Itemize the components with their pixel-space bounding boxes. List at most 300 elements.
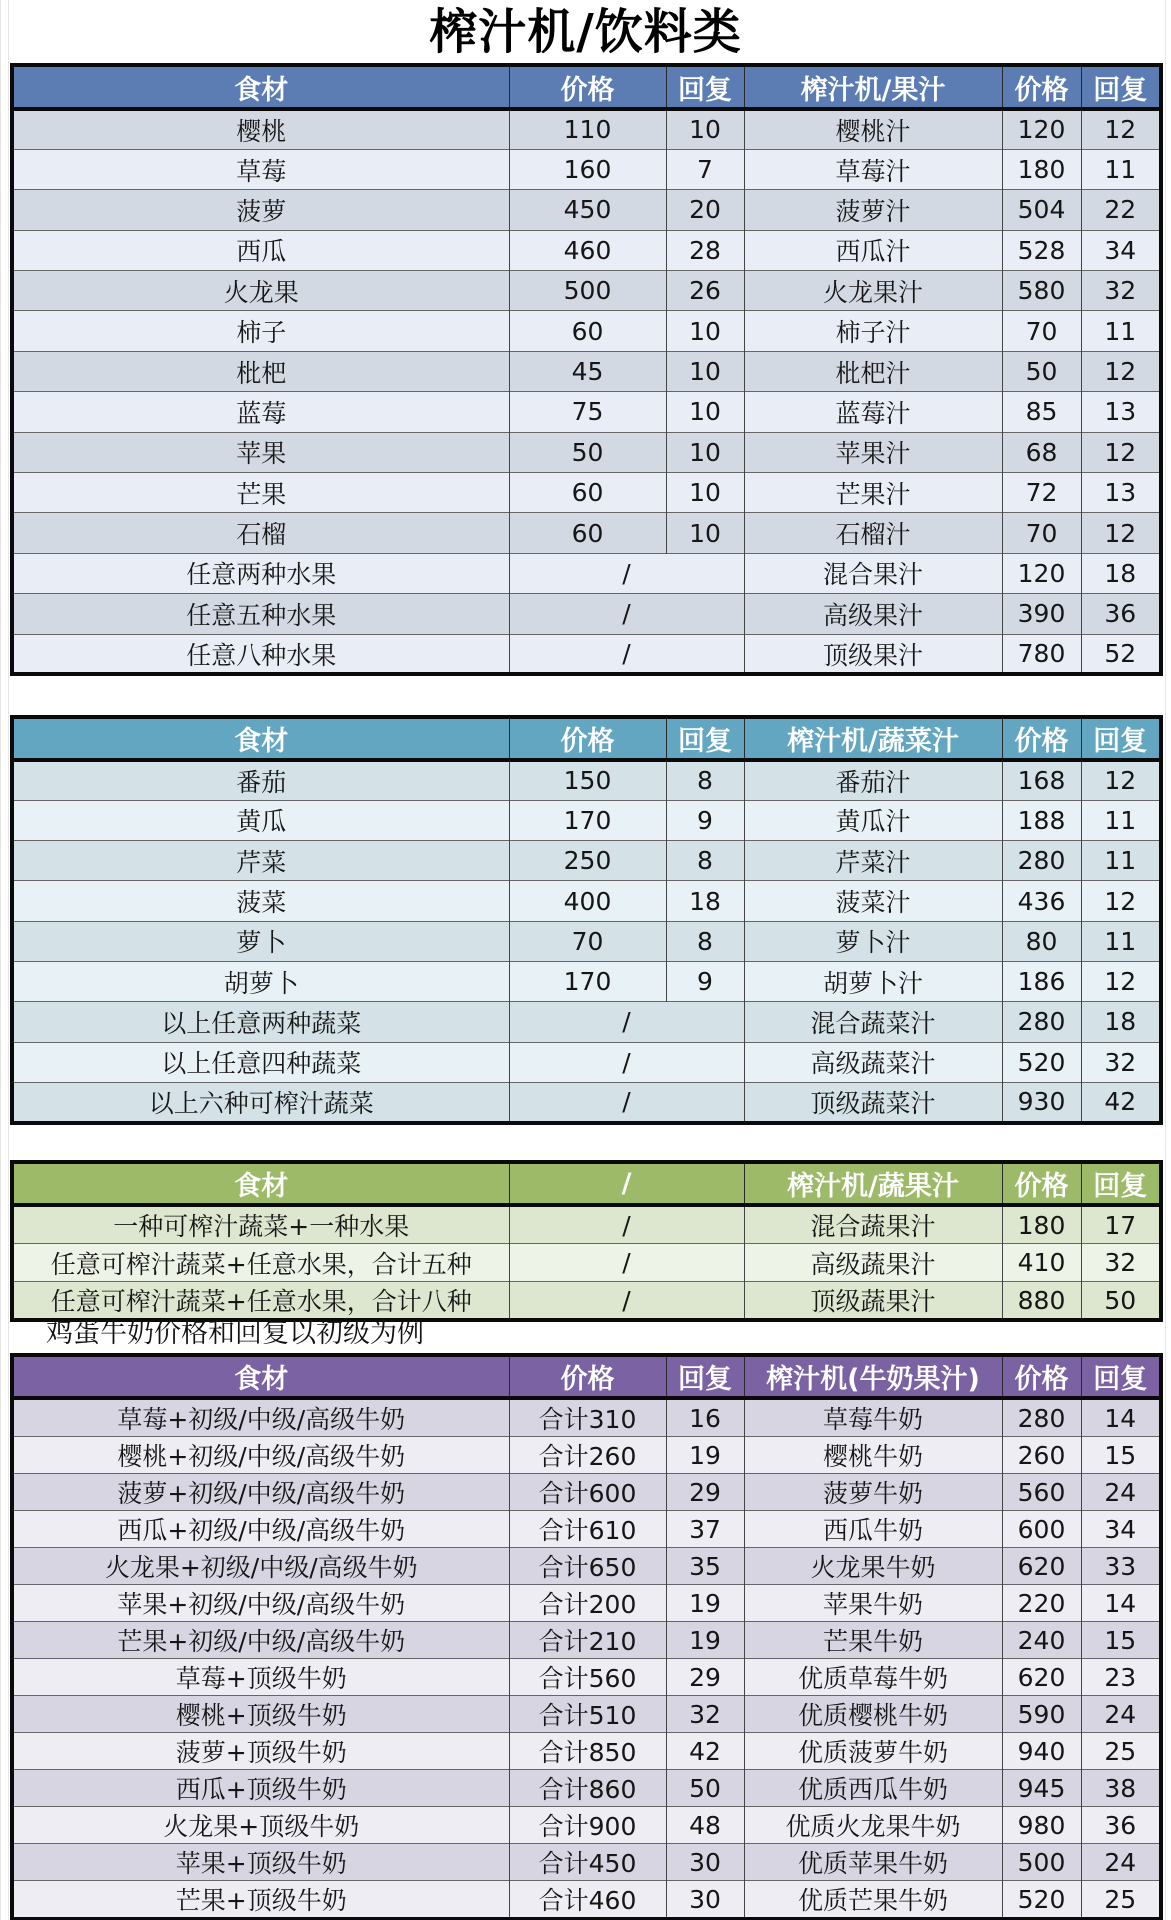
cell-product-price: 980 [1002, 1807, 1081, 1844]
cell-product: 柿子汁 [744, 311, 1002, 351]
cell-product-recovery: 12 [1081, 351, 1161, 391]
cell-recovery: 20 [666, 190, 744, 230]
cell-ingredient: 任意五种水果 [12, 594, 509, 634]
cell-ingredient: 芒果 [12, 473, 509, 513]
cell-product-recovery: 11 [1081, 311, 1161, 351]
header-product-price: 价格 [1002, 1355, 1081, 1398]
header-product: 榨汁机/蔬菜汁 [744, 717, 1002, 760]
cell-recovery: 42 [666, 1733, 744, 1770]
cell-product: 优质火龙果牛奶 [744, 1807, 1002, 1844]
cell-product: 优质芒果牛奶 [744, 1881, 1002, 1920]
table-row-combo [12, 1244, 1161, 1282]
cell-product-recovery: 13 [1081, 473, 1161, 513]
header-price: 价格 [509, 1355, 666, 1398]
cell-product-price: 780 [1002, 634, 1081, 674]
cell-price: 400 [509, 881, 666, 921]
header-ingredient: 食材 [12, 65, 509, 109]
cell-price: 合计200 [509, 1585, 666, 1622]
cell-product-recovery: 22 [1081, 190, 1161, 230]
table-row-combo [12, 594, 1161, 634]
sheet-gridline [1165, 0, 1166, 1920]
cell-price: 合计510 [509, 1696, 666, 1733]
cell-ingredient: 菠菜 [12, 881, 509, 921]
cell-ingredient: 菠萝 [12, 190, 509, 230]
cell-product-price: 520 [1002, 1881, 1081, 1920]
cell-recovery: 26 [666, 271, 744, 311]
cell-recovery: 7 [666, 149, 744, 189]
cell-product-recovery: 15 [1081, 1437, 1161, 1474]
mixed-juice-table [10, 1160, 1163, 1322]
cell-product-recovery: 32 [1081, 1244, 1161, 1282]
cell-price: 合计460 [509, 1881, 666, 1920]
cell-product-recovery: 11 [1081, 800, 1161, 840]
cell-product-price: 180 [1002, 1205, 1081, 1244]
cell-price: 合计900 [509, 1807, 666, 1844]
cell-recovery: 18 [666, 881, 744, 921]
cell-product: 高级果汁 [744, 594, 1002, 634]
cell-product-price: 620 [1002, 1659, 1081, 1696]
cell-ingredient: 枇杷 [12, 351, 509, 391]
cell-product-price: 188 [1002, 800, 1081, 840]
cell-product: 樱桃牛奶 [744, 1437, 1002, 1474]
cell-product-price: 600 [1002, 1511, 1081, 1548]
cell-product-recovery: 34 [1081, 230, 1161, 270]
cell-ingredient: 蓝莓 [12, 392, 509, 432]
table-row [12, 1585, 1161, 1622]
cell-ingredient: 樱桃+顶级牛奶 [12, 1696, 509, 1733]
cell-product: 火龙果汁 [744, 271, 1002, 311]
header-recovery: 回复 [666, 65, 744, 109]
cell-product-price: 70 [1002, 513, 1081, 553]
cell-price: 60 [509, 513, 666, 553]
table-header-row [12, 717, 1161, 760]
header-product: 榨汁机(牛奶果汁) [744, 1355, 1002, 1398]
cell-ingredient: 草莓+初级/中级/高级牛奶 [12, 1398, 509, 1437]
cell-price: 合计260 [509, 1437, 666, 1474]
table-row-combo [12, 1205, 1161, 1244]
cell-ingredient: 火龙果+顶级牛奶 [12, 1807, 509, 1844]
table-row [12, 1770, 1161, 1807]
cell-product: 菠萝牛奶 [744, 1474, 1002, 1511]
cell-ingredient: 芒果+初级/中级/高级牛奶 [12, 1622, 509, 1659]
cell-ingredient: 以上任意四种蔬菜 [12, 1042, 509, 1082]
cell-ingredient: 火龙果 [12, 271, 509, 311]
cell-product-recovery: 24 [1081, 1696, 1161, 1733]
milk-juice-table [10, 1353, 1163, 1920]
cell-product: 优质樱桃牛奶 [744, 1696, 1002, 1733]
cell-product-recovery: 18 [1081, 553, 1161, 593]
cell-product: 樱桃汁 [744, 109, 1002, 149]
cell-ingredient: 萝卜 [12, 921, 509, 961]
cell-price: 460 [509, 230, 666, 270]
cell-product: 菠萝汁 [744, 190, 1002, 230]
cell-product: 菠菜汁 [744, 881, 1002, 921]
cell-product-recovery: 12 [1081, 961, 1161, 1001]
cell-product: 蓝莓汁 [744, 392, 1002, 432]
cell-product-recovery: 50 [1081, 1282, 1161, 1321]
cell-recovery: 9 [666, 800, 744, 840]
cell-product-recovery: 17 [1081, 1205, 1161, 1244]
cell-price: 70 [509, 921, 666, 961]
cell-recovery: 8 [666, 841, 744, 881]
cell-price: 45 [509, 351, 666, 391]
cell-product-recovery: 18 [1081, 1002, 1161, 1042]
cell-slash: / [509, 1042, 744, 1082]
cell-price: 60 [509, 311, 666, 351]
cell-recovery: 30 [666, 1844, 744, 1881]
table-row [12, 271, 1161, 311]
cell-ingredient: 以上六种可榨汁蔬菜 [12, 1082, 509, 1122]
cell-recovery: 32 [666, 1696, 744, 1733]
cell-product: 胡萝卜汁 [744, 961, 1002, 1001]
cell-ingredient: 西瓜 [12, 230, 509, 270]
cell-price: 合计850 [509, 1733, 666, 1770]
cell-product-recovery: 12 [1081, 513, 1161, 553]
cell-price: 170 [509, 800, 666, 840]
cell-recovery: 10 [666, 473, 744, 513]
cell-ingredient: 任意两种水果 [12, 553, 509, 593]
cell-recovery: 29 [666, 1474, 744, 1511]
cell-product-recovery: 38 [1081, 1770, 1161, 1807]
table-row [12, 311, 1161, 351]
cell-product-price: 80 [1002, 921, 1081, 961]
cell-product: 优质草莓牛奶 [744, 1659, 1002, 1696]
table-row [12, 841, 1161, 881]
header-product: 榨汁机/蔬果汁 [744, 1162, 1002, 1205]
cell-price: 合计600 [509, 1474, 666, 1511]
cell-price: 合计860 [509, 1770, 666, 1807]
cell-product-recovery: 24 [1081, 1474, 1161, 1511]
cell-product: 芹菜汁 [744, 841, 1002, 881]
cell-recovery: 9 [666, 961, 744, 1001]
cell-price: 60 [509, 473, 666, 513]
cell-recovery: 29 [666, 1659, 744, 1696]
cell-ingredient: 芹菜 [12, 841, 509, 881]
cell-ingredient: 西瓜+初级/中级/高级牛奶 [12, 1511, 509, 1548]
cell-recovery: 48 [666, 1807, 744, 1844]
cell-recovery: 30 [666, 1881, 744, 1920]
cell-recovery: 50 [666, 1770, 744, 1807]
cell-ingredient: 任意可榨汁蔬菜+任意水果，合计八种 [12, 1282, 509, 1321]
cell-product: 番茄汁 [744, 760, 1002, 800]
cell-product-price: 410 [1002, 1244, 1081, 1282]
cell-product: 高级蔬菜汁 [744, 1042, 1002, 1082]
cell-price: 合计560 [509, 1659, 666, 1696]
cell-product-recovery: 12 [1081, 109, 1161, 149]
header-recovery: 回复 [666, 717, 744, 760]
header-product-recovery: 回复 [1081, 717, 1161, 760]
cell-product-price: 85 [1002, 392, 1081, 432]
cell-recovery: 10 [666, 432, 744, 472]
table-row [12, 1548, 1161, 1585]
cell-ingredient: 石榴 [12, 513, 509, 553]
cell-product: 草莓牛奶 [744, 1398, 1002, 1437]
header-product-price: 价格 [1002, 1162, 1081, 1205]
cell-product-price: 180 [1002, 149, 1081, 189]
cell-price: 150 [509, 760, 666, 800]
table-row [12, 149, 1161, 189]
cell-product-price: 186 [1002, 961, 1081, 1001]
cell-product: 石榴汁 [744, 513, 1002, 553]
cell-product-recovery: 12 [1081, 760, 1161, 800]
cell-product-price: 504 [1002, 190, 1081, 230]
cell-product: 顶级蔬菜汁 [744, 1082, 1002, 1122]
cell-product-price: 880 [1002, 1282, 1081, 1321]
cell-product-recovery: 13 [1081, 392, 1161, 432]
cell-product-price: 220 [1002, 1585, 1081, 1622]
cell-ingredient: 芒果+顶级牛奶 [12, 1881, 509, 1920]
cell-product-recovery: 33 [1081, 1548, 1161, 1585]
cell-product-price: 940 [1002, 1733, 1081, 1770]
header-product-price: 价格 [1002, 717, 1081, 760]
cell-product-price: 120 [1002, 553, 1081, 593]
cell-product: 顶级果汁 [744, 634, 1002, 674]
cell-product-price: 260 [1002, 1437, 1081, 1474]
cell-product: 混合蔬菜汁 [744, 1002, 1002, 1042]
cell-ingredient: 樱桃+初级/中级/高级牛奶 [12, 1437, 509, 1474]
table-row [12, 351, 1161, 391]
table-row [12, 800, 1161, 840]
cell-price: 50 [509, 432, 666, 472]
cell-recovery: 10 [666, 513, 744, 553]
cell-ingredient: 草莓 [12, 149, 509, 189]
cell-recovery: 37 [666, 1511, 744, 1548]
cell-price: 合计210 [509, 1622, 666, 1659]
cell-product: 苹果牛奶 [744, 1585, 1002, 1622]
cell-product-price: 500 [1002, 1844, 1081, 1881]
fruit-juice-table [10, 63, 1163, 676]
cell-ingredient: 一种可榨汁蔬菜+一种水果 [12, 1205, 509, 1244]
cell-ingredient: 苹果+初级/中级/高级牛奶 [12, 1585, 509, 1622]
cell-slash: / [509, 1082, 744, 1122]
table-row [12, 1807, 1161, 1844]
cell-product-price: 520 [1002, 1042, 1081, 1082]
cell-product-price: 620 [1002, 1548, 1081, 1585]
header-price: 价格 [509, 65, 666, 109]
cell-product-price: 390 [1002, 594, 1081, 634]
table-row [12, 881, 1161, 921]
cell-product: 高级蔬果汁 [744, 1244, 1002, 1282]
cell-price: 250 [509, 841, 666, 881]
cell-product: 混合果汁 [744, 553, 1002, 593]
table-row [12, 1659, 1161, 1696]
cell-price: 合计610 [509, 1511, 666, 1548]
milk-note: 鸡蛋牛奶价格和回复以初级为例 [46, 1318, 424, 1349]
cell-slash: / [509, 1205, 744, 1244]
cell-ingredient: 黄瓜 [12, 800, 509, 840]
table-header-row [12, 1355, 1161, 1398]
cell-product-recovery: 32 [1081, 271, 1161, 311]
table-row [12, 1437, 1161, 1474]
cell-price: 450 [509, 190, 666, 230]
header-product-recovery: 回复 [1081, 1355, 1161, 1398]
table-row [12, 1696, 1161, 1733]
cell-product-recovery: 23 [1081, 1659, 1161, 1696]
cell-recovery: 10 [666, 109, 744, 149]
table-row-combo [12, 553, 1161, 593]
cell-product: 黄瓜汁 [744, 800, 1002, 840]
cell-recovery: 8 [666, 921, 744, 961]
cell-product: 优质西瓜牛奶 [744, 1770, 1002, 1807]
cell-recovery: 28 [666, 230, 744, 270]
cell-ingredient: 任意八种水果 [12, 634, 509, 674]
table-row [12, 1511, 1161, 1548]
cell-product: 苹果汁 [744, 432, 1002, 472]
table-row [12, 1881, 1161, 1920]
cell-ingredient: 菠萝+初级/中级/高级牛奶 [12, 1474, 509, 1511]
table-row [12, 109, 1161, 149]
cell-ingredient: 菠萝+顶级牛奶 [12, 1733, 509, 1770]
page-title: 榨汁机/饮料类 [429, 4, 742, 60]
cell-product: 芒果牛奶 [744, 1622, 1002, 1659]
cell-recovery: 35 [666, 1548, 744, 1585]
cell-ingredient: 草莓+顶级牛奶 [12, 1659, 509, 1696]
cell-product: 顶级蔬果汁 [744, 1282, 1002, 1321]
cell-product-price: 580 [1002, 271, 1081, 311]
cell-ingredient: 西瓜+顶级牛奶 [12, 1770, 509, 1807]
cell-product-price: 68 [1002, 432, 1081, 472]
cell-price: 170 [509, 961, 666, 1001]
cell-product-price: 280 [1002, 1398, 1081, 1437]
cell-product-recovery: 24 [1081, 1844, 1161, 1881]
cell-ingredient: 胡萝卜 [12, 961, 509, 1001]
cell-product-price: 930 [1002, 1082, 1081, 1122]
table-row [12, 1474, 1161, 1511]
cell-product-recovery: 11 [1081, 921, 1161, 961]
header-product-recovery: 回复 [1081, 1162, 1161, 1205]
cell-product: 枇杷汁 [744, 351, 1002, 391]
cell-product: 火龙果牛奶 [744, 1548, 1002, 1585]
sheet-gridline [8, 0, 9, 1920]
header-recovery: 回复 [666, 1355, 744, 1398]
cell-recovery: 10 [666, 351, 744, 391]
cell-price: 500 [509, 271, 666, 311]
table-row [12, 1844, 1161, 1881]
cell-ingredient: 火龙果+初级/中级/高级牛奶 [12, 1548, 509, 1585]
cell-product-price: 240 [1002, 1622, 1081, 1659]
cell-product-price: 590 [1002, 1696, 1081, 1733]
cell-slash: / [509, 634, 744, 674]
cell-product-recovery: 42 [1081, 1082, 1161, 1122]
cell-product-price: 70 [1002, 311, 1081, 351]
header-product-recovery: 回复 [1081, 65, 1161, 109]
cell-recovery: 19 [666, 1437, 744, 1474]
table-header-row [12, 65, 1161, 109]
cell-product-price: 168 [1002, 760, 1081, 800]
header-ingredient: 食材 [12, 1355, 509, 1398]
vegetable-juice-table [10, 715, 1163, 1125]
table-header-row [12, 1162, 1161, 1205]
cell-product-recovery: 12 [1081, 881, 1161, 921]
cell-product-price: 528 [1002, 230, 1081, 270]
cell-recovery: 10 [666, 311, 744, 351]
cell-slash: / [509, 553, 744, 593]
table-row [12, 230, 1161, 270]
cell-product-recovery: 14 [1081, 1585, 1161, 1622]
cell-recovery: 16 [666, 1398, 744, 1437]
header-price: 价格 [509, 717, 666, 760]
cell-product-price: 280 [1002, 1002, 1081, 1042]
cell-recovery: 8 [666, 760, 744, 800]
cell-product-price: 560 [1002, 1474, 1081, 1511]
cell-product-price: 280 [1002, 841, 1081, 881]
cell-product-recovery: 34 [1081, 1511, 1161, 1548]
header-product-price: 价格 [1002, 65, 1081, 109]
cell-ingredient: 以上任意两种蔬菜 [12, 1002, 509, 1042]
table-row-combo [12, 1082, 1161, 1122]
cell-product-recovery: 25 [1081, 1733, 1161, 1770]
header-ingredient: 食材 [12, 717, 509, 760]
cell-ingredient: 番茄 [12, 760, 509, 800]
table-row [12, 190, 1161, 230]
cell-product-recovery: 11 [1081, 841, 1161, 881]
cell-ingredient: 苹果+顶级牛奶 [12, 1844, 509, 1881]
cell-recovery: 19 [666, 1585, 744, 1622]
cell-recovery: 19 [666, 1622, 744, 1659]
cell-product: 萝卜汁 [744, 921, 1002, 961]
table-row [12, 1733, 1161, 1770]
table-row-combo [12, 1042, 1161, 1082]
cell-product: 芒果汁 [744, 473, 1002, 513]
cell-product-recovery: 25 [1081, 1881, 1161, 1920]
cell-product-recovery: 15 [1081, 1622, 1161, 1659]
table-row [12, 961, 1161, 1001]
header-slash: / [509, 1162, 744, 1205]
cell-product: 西瓜汁 [744, 230, 1002, 270]
cell-recovery: 10 [666, 392, 744, 432]
cell-slash: / [509, 1244, 744, 1282]
table-row [12, 760, 1161, 800]
cell-product-recovery: 14 [1081, 1398, 1161, 1437]
cell-product-recovery: 32 [1081, 1042, 1161, 1082]
cell-slash: / [509, 1282, 744, 1321]
table-row-combo [12, 634, 1161, 674]
cell-slash: / [509, 594, 744, 634]
cell-product: 优质菠萝牛奶 [744, 1733, 1002, 1770]
cell-ingredient: 樱桃 [12, 109, 509, 149]
table-row [12, 513, 1161, 553]
cell-product-price: 50 [1002, 351, 1081, 391]
table-row [12, 473, 1161, 513]
header-product: 榨汁机/果汁 [744, 65, 1002, 109]
cell-price: 160 [509, 149, 666, 189]
table-row-combo [12, 1002, 1161, 1042]
cell-product: 草莓汁 [744, 149, 1002, 189]
cell-product: 混合蔬果汁 [744, 1205, 1002, 1244]
table-row [12, 1398, 1161, 1437]
cell-product-recovery: 11 [1081, 149, 1161, 189]
cell-product-recovery: 52 [1081, 634, 1161, 674]
cell-price: 75 [509, 392, 666, 432]
cell-product-price: 945 [1002, 1770, 1081, 1807]
cell-price: 合计650 [509, 1548, 666, 1585]
cell-ingredient: 柿子 [12, 311, 509, 351]
cell-product-price: 436 [1002, 881, 1081, 921]
cell-product: 西瓜牛奶 [744, 1511, 1002, 1548]
table-row [12, 921, 1161, 961]
cell-ingredient: 苹果 [12, 432, 509, 472]
cell-price: 110 [509, 109, 666, 149]
cell-product-recovery: 36 [1081, 594, 1161, 634]
cell-product-price: 120 [1002, 109, 1081, 149]
cell-price: 合计310 [509, 1398, 666, 1437]
cell-ingredient: 任意可榨汁蔬菜+任意水果，合计五种 [12, 1244, 509, 1282]
table-row [12, 1622, 1161, 1659]
header-ingredient: 食材 [12, 1162, 509, 1205]
cell-slash: / [509, 1002, 744, 1042]
cell-product-recovery: 12 [1081, 432, 1161, 472]
cell-product: 优质苹果牛奶 [744, 1844, 1002, 1881]
